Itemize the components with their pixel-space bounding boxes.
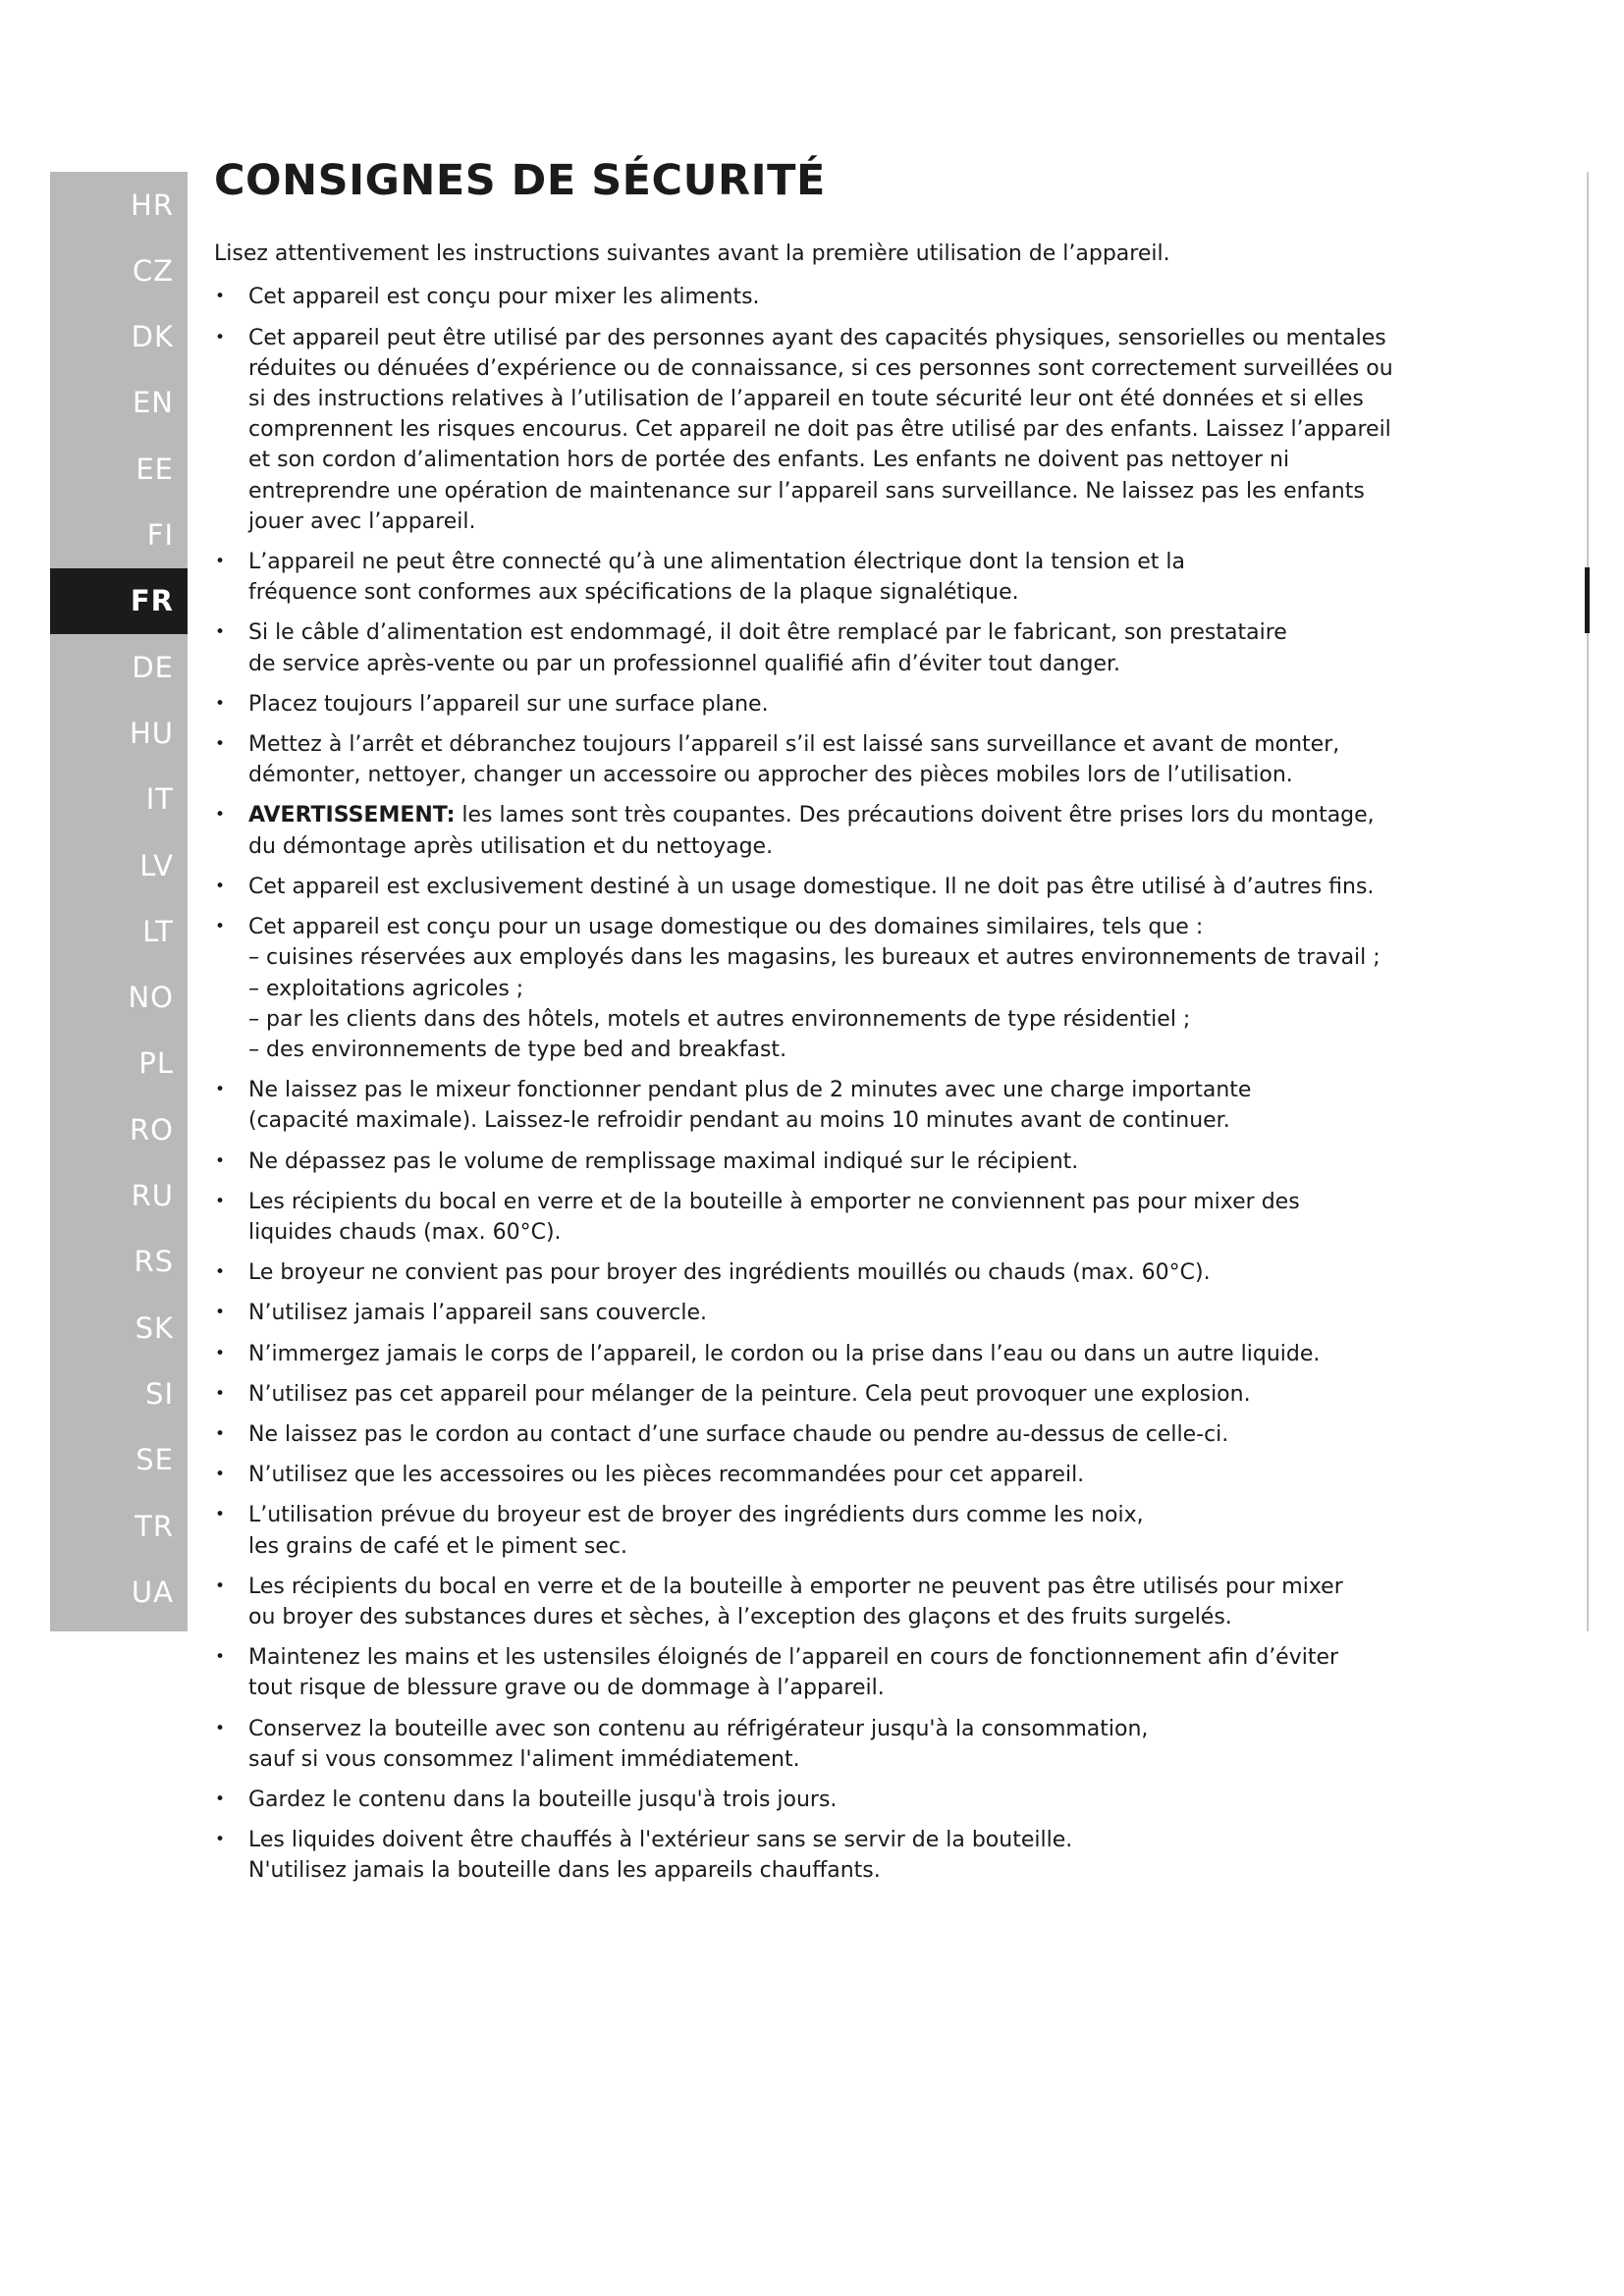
safety-item-line: • N’utilisez pas cet appareil pour mélanger de la peinture. Cela peut provoquer une explosion. (248, 1381, 1251, 1407)
safety-item-line: fréquence sont conformes aux spécifications de la plaque signalétique. (248, 580, 1019, 606)
lang-tab-ro[interactable]: RO (130, 1112, 174, 1147)
safety-item-line: – des environnements de type bed and breakfast. (248, 1037, 787, 1062)
safety-item-line: • Ne laissez pas le mixeur fonctionner pendant plus de 2 minutes avec une charge importante (248, 1078, 1252, 1103)
safety-item (214, 1419, 1490, 1450)
safety-item-line: tout risque de blessure grave ou de dommage à l’appareil. (248, 1676, 885, 1701)
safety-item (214, 1572, 1490, 1632)
safety-item-line: du démontage après utilisation et du nettoyage. (248, 833, 774, 859)
lang-tab-rs[interactable]: RS (134, 1245, 174, 1279)
lang-tab-fi[interactable]: FI (146, 518, 174, 552)
safety-item (214, 547, 1490, 608)
safety-item-line: N'utilisez jamais la bouteille dans les appareils chauffants. (248, 1858, 881, 1884)
safety-item-line: • Les récipients du bocal en verre et de la bouteille à emporter ne conviennent pas pour mixer des (248, 1189, 1300, 1214)
safety-item-line: • Cet appareil est conçu pour un usage domestique ou des domaines similaires, tels que : (248, 915, 1204, 940)
safety-item-line: – exploitations agricoles ; (248, 976, 524, 1001)
safety-item (214, 1825, 1490, 1886)
safety-item-line: • Cet appareil est conçu pour mixer les aliments. (248, 285, 760, 310)
safety-item-line: et son cordon d’alimentation hors de portée des enfants. Les enfants ne doivent pas nettoyer ni (248, 448, 1290, 473)
safety-item-line: • Mettez à l’arrêt et débranchez toujours l’appareil s’il est laissé sans surveillance et avant de monter, (248, 732, 1340, 758)
safety-item (214, 800, 1490, 861)
safety-item (214, 1379, 1490, 1410)
safety-item (214, 1714, 1490, 1775)
safety-item-text: les lames sont très coupantes. Des précautions doivent être prises lors du montage, (455, 803, 1375, 828)
safety-item-line: • N’utilisez que les accessoires ou les pièces recommandées pour cet appareil. (248, 1463, 1085, 1488)
lang-tab-sk[interactable]: SK (135, 1310, 174, 1345)
lang-tab-tr[interactable]: TR (135, 1509, 174, 1543)
safety-item (214, 1298, 1490, 1328)
intro-text: Lisez attentivement les instructions suivantes avant la première utilisation de l’appareil. (214, 241, 1170, 267)
right-margin-marker (1585, 567, 1590, 633)
lang-tab-fr[interactable]: FR (50, 568, 188, 634)
safety-item (214, 1500, 1490, 1561)
safety-item-line: • Maintenez les mains et les ustensiles éloignés de l’appareil en cours de fonctionnement afin d’éviter (248, 1645, 1339, 1671)
safety-item-line: ou broyer des substances dures et sèches, à l’exception des glaçons et des fruits surgelés. (248, 1604, 1232, 1629)
lang-tab-lt[interactable]: LT (142, 914, 174, 948)
safety-item-line: • L’utilisation prévue du broyeur est de broyer des ingrédients durs comme les noix, (248, 1503, 1144, 1528)
lang-tab-hu[interactable]: HU (129, 716, 174, 750)
safety-item-line (248, 800, 1490, 830)
safety-item (214, 912, 1490, 1065)
lang-tab-ru[interactable]: RU (131, 1179, 174, 1212)
main-content (214, 157, 1490, 1896)
lang-tab-no[interactable]: NO (128, 981, 174, 1015)
safety-item (214, 1642, 1490, 1703)
safety-item-line: • Le broyeur ne convient pas pour broyer des ingrédients mouillés ou chauds (max. 60°C). (248, 1260, 1211, 1286)
safety-item (214, 323, 1490, 537)
page-title: CONSIGNES DE SÉCURITÉ (214, 156, 826, 205)
language-tabs (50, 172, 188, 1631)
safety-item-line: les grains de café et le piment sec. (248, 1533, 627, 1559)
lang-tab-en[interactable]: EN (132, 386, 174, 420)
safety-item (214, 729, 1490, 790)
safety-item-line: • Les récipients du bocal en verre et de la bouteille à emporter ne peuvent pas être utilisés pour mixer (248, 1574, 1343, 1599)
safety-item-line: • Cet appareil est exclusivement destiné à un usage domestique. Il ne doit pas être utilisé à d’autres fins. (248, 874, 1375, 899)
lang-tab-si[interactable]: SI (145, 1376, 174, 1411)
safety-item (214, 1147, 1490, 1177)
safety-item-line: (capacité maximale). Laissez-le refroidir pendant au moins 10 minutes avant de continuer. (248, 1108, 1230, 1134)
safety-item-line: entreprendre une opération de maintenance sur l’appareil sans surveillance. Ne laissez pas les enfants (248, 478, 1365, 504)
safety-item-line: • L’appareil ne peut être connecté qu’à une alimentation électrique dont la tension et la (248, 550, 1186, 575)
safety-item-line: • Si le câble d’alimentation est endommagé, il doit être remplacé par le fabricant, son prestataire (248, 620, 1287, 646)
safety-item (214, 1257, 1490, 1288)
safety-item-line: – cuisines réservées aux employés dans les magasins, les bureaux et autres environnements de travail ; (248, 945, 1380, 971)
safety-item (214, 617, 1490, 678)
lang-tab-lv[interactable]: LV (139, 848, 174, 882)
safety-item-line: si des instructions relatives à l’utilisation de l’appareil en toute sécurité leur ont été données et si elles (248, 387, 1364, 412)
lang-tab-ua[interactable]: UA (131, 1575, 174, 1609)
safety-item (214, 282, 1490, 312)
safety-list (214, 282, 1490, 1886)
safety-item-line: démonter, nettoyer, changer un accessoire ou approcher des pièces mobiles lors de l’utilisation. (248, 763, 1293, 788)
safety-item-line: comprennent les risques encourus. Cet appareil ne doit pas être utilisé par des enfants. Laissez l’appareil (248, 417, 1391, 443)
lang-tab-de[interactable]: DE (132, 650, 174, 684)
safety-item-line: • N’immergez jamais le corps de l’appareil, le cordon ou la prise dans l’eau ou dans un autre liquide. (248, 1341, 1321, 1366)
safety-item (214, 1187, 1490, 1248)
right-margin-rule (1587, 172, 1589, 1631)
safety-item-line: • Cet appareil peut être utilisé par des personnes ayant des capacités physiques, sensorielles ou mentales (248, 325, 1386, 350)
safety-item-line: liquides chauds (max. 60°C). (248, 1219, 562, 1245)
safety-item-line: jouer avec l’appareil. (248, 508, 476, 534)
safety-item (214, 1785, 1490, 1815)
lang-tab-hr[interactable]: HR (131, 187, 174, 222)
safety-item-line: sauf si vous consommez l'aliment immédiatement. (248, 1746, 800, 1772)
lang-tab-se[interactable]: SE (135, 1443, 174, 1477)
lang-tab-it[interactable]: IT (145, 782, 174, 817)
safety-item-line: – par les clients dans des hôtels, motels et autres environnements de type résidentiel ; (248, 1006, 1191, 1032)
lang-tab-ee[interactable]: EE (135, 452, 174, 486)
safety-item (214, 1339, 1490, 1369)
lang-tab-pl[interactable]: PL (138, 1046, 174, 1081)
safety-item-line: • Conservez la bouteille avec son contenu au réfrigérateur jusqu'à la consommation, (248, 1716, 1149, 1741)
safety-item-line: • Ne laissez pas le cordon au contact d’une surface chaude ou pendre au-dessus de celle-ci. (248, 1421, 1229, 1447)
lang-tab-dk[interactable]: DK (131, 320, 174, 354)
safety-item-line: • N’utilisez jamais l’appareil sans couvercle. (248, 1301, 707, 1326)
safety-item-line: réduites ou dénuées d’expérience ou de connaissance, si ces personnes sont correctement surveillées ou (248, 355, 1393, 381)
safety-item-line: de service après-vente ou par un professionnel qualifié afin d’éviter tout danger. (248, 651, 1121, 676)
safety-item (214, 689, 1490, 720)
safety-item-line: • Gardez le contenu dans la bouteille jusqu'à trois jours. (248, 1787, 838, 1812)
safety-item-line: • Placez toujours l’appareil sur une surface plane. (248, 691, 769, 717)
lang-tab-cz[interactable]: CZ (132, 253, 174, 288)
safety-item-line: • Ne dépassez pas le volume de remplissage maximal indiqué sur le récipient. (248, 1148, 1079, 1174)
safety-item (214, 1075, 1490, 1136)
warning-label: AVERTISSEMENT: (248, 803, 456, 828)
safety-item (214, 872, 1490, 902)
safety-item (214, 1460, 1490, 1490)
safety-item-line: • Les liquides doivent être chauffés à l'extérieur sans se servir de la bouteille. (248, 1828, 1073, 1853)
